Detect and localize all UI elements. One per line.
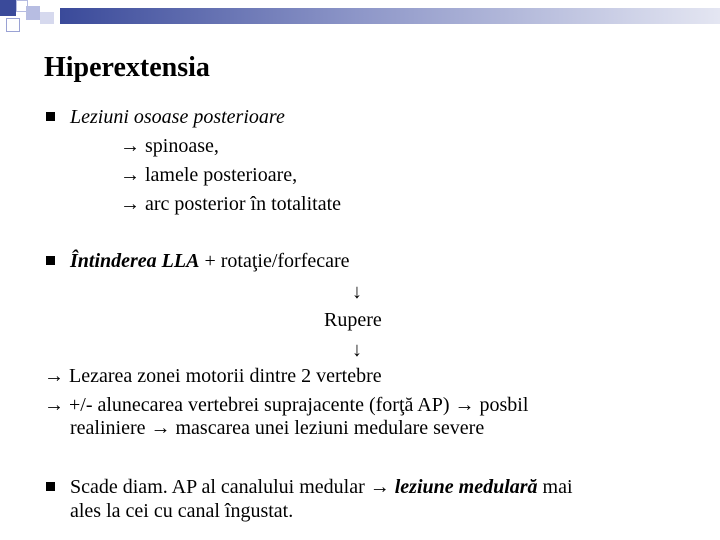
bullet3-line: ales la cei cu canal îngustat. <box>70 500 294 522</box>
bullet2-line: realiniere → mascarea unei leziuni medulare severe <box>70 417 485 439</box>
bullet-square-icon <box>46 256 55 265</box>
deco-square <box>26 6 40 20</box>
bullet2-emphasis: Întinderea LLA <box>70 250 200 272</box>
deco-square <box>40 12 54 24</box>
bullet3-text <box>70 475 573 499</box>
bullet2-line: → +/- alunecarea vertebrei suprajacente (forţă AP) → posbil <box>44 394 529 416</box>
down-arrow: ↓ <box>352 339 362 361</box>
down-arrow: ↓ <box>352 281 362 303</box>
bullet2-text <box>70 249 350 273</box>
bullet3-emphasis: leziune medulară <box>394 476 538 498</box>
bullet2-rest: + rotaţie/forfecare <box>199 250 350 272</box>
bullet-square-icon <box>46 112 55 121</box>
bullet1-item: → spinoase, <box>120 135 219 157</box>
deco-square <box>6 18 20 32</box>
bullet1-heading: Leziuni osoase posterioare <box>70 106 285 128</box>
slide-title: Hiperextensia <box>44 52 210 83</box>
bullet3-part2: mai <box>537 476 573 498</box>
rupere-label: Rupere <box>324 309 382 331</box>
header-gradient-bar <box>60 8 720 24</box>
bullet-square-icon <box>46 482 55 491</box>
deco-square <box>0 0 16 16</box>
bullet1-item: → arc posterior în totalitate <box>120 193 342 215</box>
bullet2-line: → Lezarea zonei motorii dintre 2 vertebre <box>44 365 382 387</box>
bullet3-part1: Scade diam. AP al canalului medular → <box>70 476 395 498</box>
bullet1-item: → lamele posterioare, <box>120 164 298 186</box>
